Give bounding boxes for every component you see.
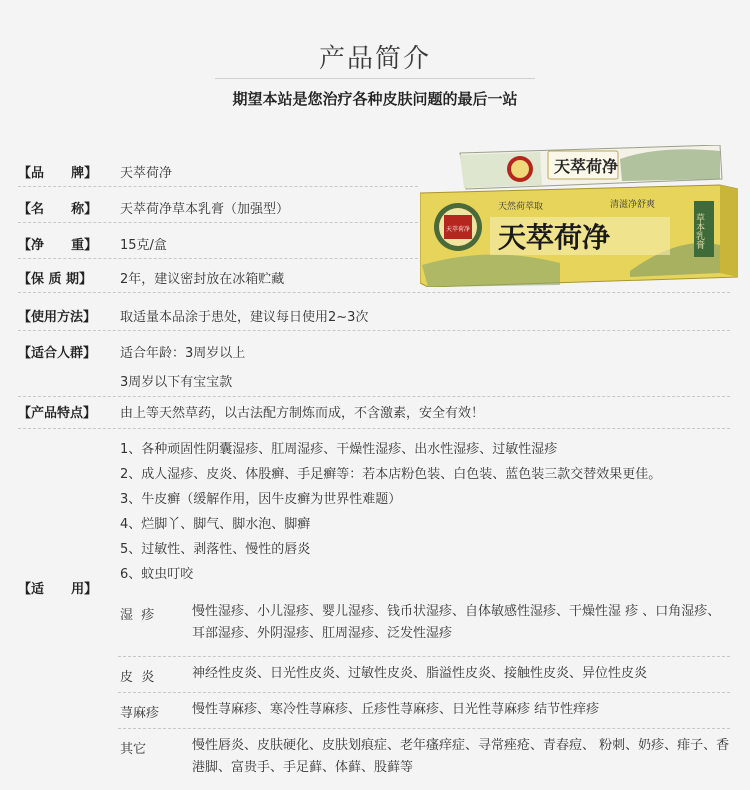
apply-item-6: 6、蚊虫叮咬 (120, 567, 194, 582)
row-features-value: 由上等天然草药，以古法配方制炼而成，不含激素，安全有效！ (120, 406, 485, 421)
apply-label: 【适 用】 (18, 582, 98, 597)
category-dermatitis-name: 皮 炎 (120, 670, 155, 685)
row-shelf-life-label: 【保 质 期】 (18, 272, 93, 287)
category-urticaria-name: 荨麻疹 (120, 706, 160, 721)
row-usage-value: 取适量本品涂于患处，建议每日使用2~3次 (120, 310, 369, 325)
apply-item-5: 5、过敏性、剥落性、慢性的唇炎 (120, 542, 311, 557)
row-usage-label: 【使用方法】 (18, 310, 97, 325)
row-name-value: 天萃荷净草本乳膏（加强型） (120, 202, 290, 217)
divider (118, 656, 730, 657)
row-features-label: 【产品特点】 (18, 406, 97, 421)
apply-item-1: 1、各种顽固性阴囊湿疹、肛周湿疹、干燥性湿疹、出水性湿疹、过敏性湿疹 (120, 442, 558, 457)
divider (18, 428, 730, 429)
page-subtitle: 期望本站是您治疗各种皮肤问题的最后一站 (232, 90, 518, 108)
divider (18, 292, 730, 293)
box-tagline-2: 清滋净舒爽 (610, 200, 656, 210)
category-urticaria-text: 慢性荨麻疹、寒冷性荨麻疹、丘疹性荨麻疹、日光性荨麻疹 结节性痒疹 (192, 702, 600, 717)
category-other-text: 慢性唇炎、皮肤硬化、皮肤划痕症、老年瘙痒症、寻常痤疮、青春痘、 粉刺、奶疹、痱子、香港脚、富贵手、手足藓、体藓、股藓等 (192, 738, 730, 775)
page-title: 产品简介 (318, 44, 431, 74)
ointment-tube (460, 145, 722, 189)
divider (18, 258, 418, 259)
category-eczema-text: 慢性湿疹、小儿湿疹、婴儿湿疹、钱币状湿疹、自体敏感性湿疹、干燥性湿 疹 、口角湿疹、耳部湿疹、外阴湿疹、肛周湿疹、泛发性湿疹 (192, 604, 721, 641)
divider (18, 396, 730, 397)
box-side-text: 草本乳膏 (694, 213, 704, 249)
apply-item-2: 2、成人湿疹、皮炎、体股癣、手足癣等：若本店粉色装、白色装、蓝色装三款交替效果更佳。 (120, 467, 662, 482)
divider (18, 330, 730, 331)
apply-item-3: 3、牛皮癣（缓解作用，因牛皮癣为世界性难题） (120, 492, 402, 507)
row-audience-value: 适合年龄：3周岁以上 (120, 346, 246, 361)
row-brand-label: 【品 牌】 (18, 166, 98, 181)
title-divider (215, 78, 535, 79)
divider (118, 728, 730, 729)
box-tagline: 天然荷萃取 (498, 202, 544, 212)
apply-item-4: 4、烂脚丫、脚气、脚水泡、脚癣 (120, 517, 311, 532)
product-box (420, 185, 738, 287)
row-weight-value: 15克/盒 (120, 238, 167, 253)
box-brand-text: 天萃荷净 (498, 221, 611, 254)
row-audience-label: 【适合人群】 (18, 346, 97, 361)
row-shelf-life-value: 2年，建议密封放在冰箱贮藏 (120, 272, 285, 287)
row-name-label: 【名 称】 (18, 202, 98, 217)
row-weight-label: 【净 重】 (18, 238, 98, 253)
category-eczema-name: 湿 疹 (120, 608, 155, 623)
divider (18, 222, 418, 223)
divider (18, 186, 418, 187)
product-image (420, 145, 738, 287)
row-brand-value: 天萃荷净 (120, 166, 173, 181)
brand-seal (434, 203, 482, 251)
category-other-name: 其它 (120, 742, 147, 757)
row-audience-value-2: 3周岁以下有宝宝款 (120, 375, 233, 390)
tube-brand-text: 天萃荷净 (554, 157, 619, 176)
divider (118, 692, 730, 693)
category-dermatitis-text: 神经性皮炎、日光性皮炎、过敏性皮炎、脂溢性皮炎、接触性皮炎、异位性皮炎 (192, 666, 648, 681)
seal-text: 天萃荷净 (446, 226, 471, 233)
